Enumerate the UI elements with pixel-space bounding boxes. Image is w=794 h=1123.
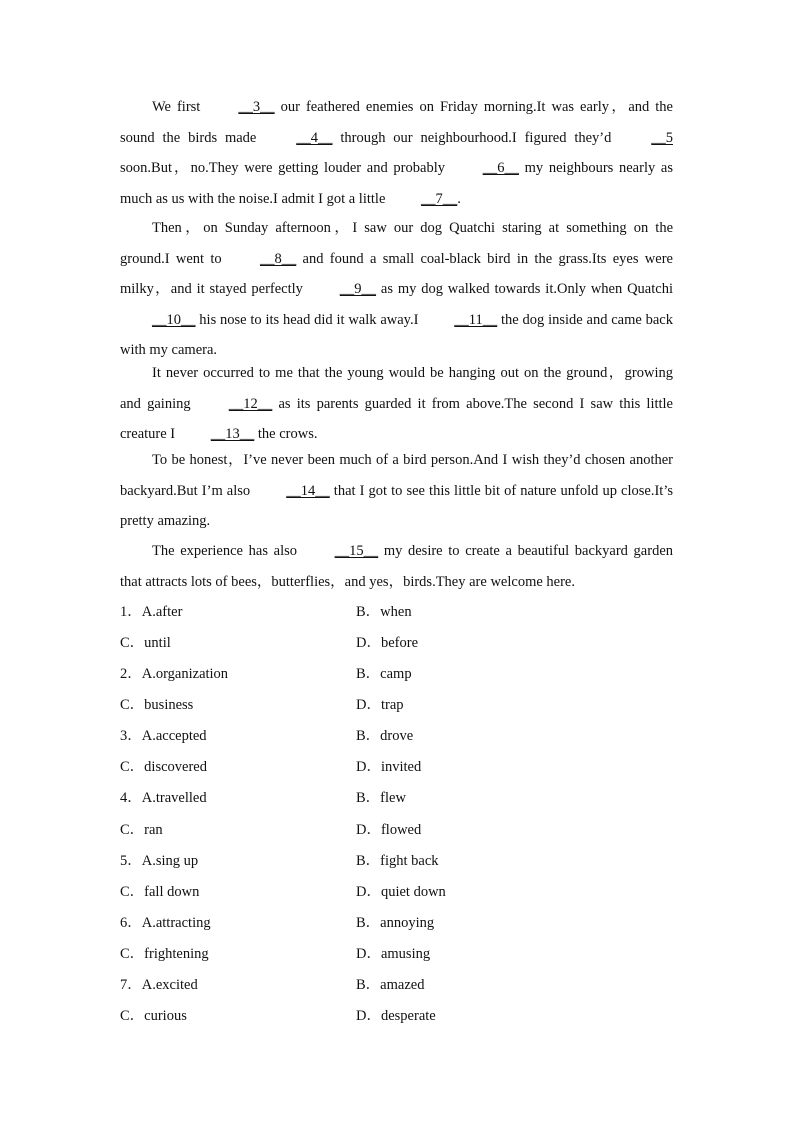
- passage-text: the dog inside and came back with my camera.: [120, 311, 673, 358]
- blank-13: __13__: [210, 426, 255, 442]
- option-6-b: B．annoying: [356, 915, 435, 931]
- option-1-c: C．until: [120, 635, 171, 651]
- passage-text: soon.But，no.They were getting louder and probably: [120, 160, 451, 176]
- passage-paragraph-1: [120, 92, 673, 214]
- blank-3: __3__: [238, 99, 275, 115]
- passage-text: as my dog walked towards it.Only when Quatchi: [376, 281, 673, 297]
- blank-14: __14__: [286, 482, 330, 499]
- option-2-c: C．business: [120, 697, 194, 713]
- passage-paragraph-5: [120, 536, 673, 597]
- passage-text: and found a small coal-black bird in the grass.Its eyes were milky，and it stayed perfectly: [120, 250, 673, 297]
- option-5-c: C．fall down: [120, 884, 200, 900]
- option-7-a: 7．A.excited: [120, 977, 198, 993]
- passage-text: To be honest，I’ve never been much of a bird person.And I wish they’d chosen another backyard.But I’m also: [120, 452, 673, 499]
- blank-4: __4__: [296, 129, 333, 146]
- option-1-a: 1．A.after: [120, 604, 183, 620]
- passage-text: my neighbours nearly as much as us with the noise.I admit I got a little: [120, 160, 673, 207]
- option-2-b: B．camp: [356, 666, 412, 682]
- blank-9: __9__: [339, 281, 377, 297]
- option-3-a: 3．A.accepted: [120, 728, 207, 744]
- blank-8: __8__: [259, 250, 297, 267]
- option-7-b: B．amazed: [356, 977, 425, 993]
- passage-text: through our neighbourhood.I figured they’d: [332, 129, 620, 146]
- blank-6: __6__: [482, 160, 519, 176]
- passage-text: .: [457, 190, 461, 207]
- passage-paragraph-4: [120, 445, 673, 537]
- passage-text: his nose to its head did it walk away.I: [195, 311, 423, 328]
- option-5-d: D．quiet down: [356, 884, 446, 900]
- passage-text: We first: [152, 99, 207, 115]
- option-7-d: D．desperate: [356, 1008, 436, 1024]
- option-5-a: 5．A.sing up: [120, 853, 199, 869]
- passage-text: our feathered enemies on Friday morning.It was early，and the sound the birds made: [120, 99, 673, 146]
- option-1-b: B．when: [356, 604, 412, 620]
- passage-text: my desire to create a beautiful backyard garden that attracts lots of bees，butterflies，and yes，birds.They are welcome here.: [120, 543, 674, 590]
- option-6-c: C．frightening: [120, 946, 209, 962]
- blank-5: __5: [651, 129, 673, 146]
- passage-text: the crows.: [254, 426, 318, 442]
- option-6-d: D．amusing: [356, 946, 431, 962]
- option-4-a: 4．A.travelled: [120, 790, 207, 806]
- option-3-b: B．drove: [356, 728, 414, 744]
- option-1-d: D．before: [356, 635, 419, 651]
- blank-10: __10__: [152, 311, 196, 328]
- option-7-c: C．curious: [120, 1008, 187, 1024]
- option-4-b: B．flew: [356, 790, 406, 806]
- blank-7: __7__: [421, 190, 458, 207]
- passage-text: It never occurred to me that the young would be hanging out on the ground，growing and gaining: [120, 365, 673, 412]
- passage-text: Then，on Sunday afternoon，I saw our dog Quatchi staring at something on the ground.I went to: [120, 220, 673, 267]
- option-2-a: 2．A.organization: [120, 666, 229, 682]
- option-3-c: C．discovered: [120, 759, 207, 775]
- passage-paragraph-3: [120, 358, 673, 450]
- option-6-a: 6．A.attracting: [120, 915, 211, 931]
- option-4-d: D．flowed: [356, 822, 422, 838]
- passage-text: as its parents guarded it from above.The second I saw this little creature I: [120, 395, 673, 442]
- passage-paragraph-2: [120, 213, 673, 366]
- option-4-c: C．ran: [120, 822, 163, 838]
- option-2-d: D．trap: [356, 697, 404, 713]
- option-5-b: B．fight back: [356, 853, 439, 869]
- passage-text: that I got to see this little bit of nature unfold up close.It’s pretty amazing.: [120, 482, 673, 529]
- passage-text: The experience has also: [152, 543, 303, 559]
- blank-12: __12__: [228, 395, 273, 412]
- blank-11: __11__: [454, 311, 498, 328]
- blank-15: __15__: [334, 543, 379, 559]
- option-3-d: D．invited: [356, 759, 422, 775]
